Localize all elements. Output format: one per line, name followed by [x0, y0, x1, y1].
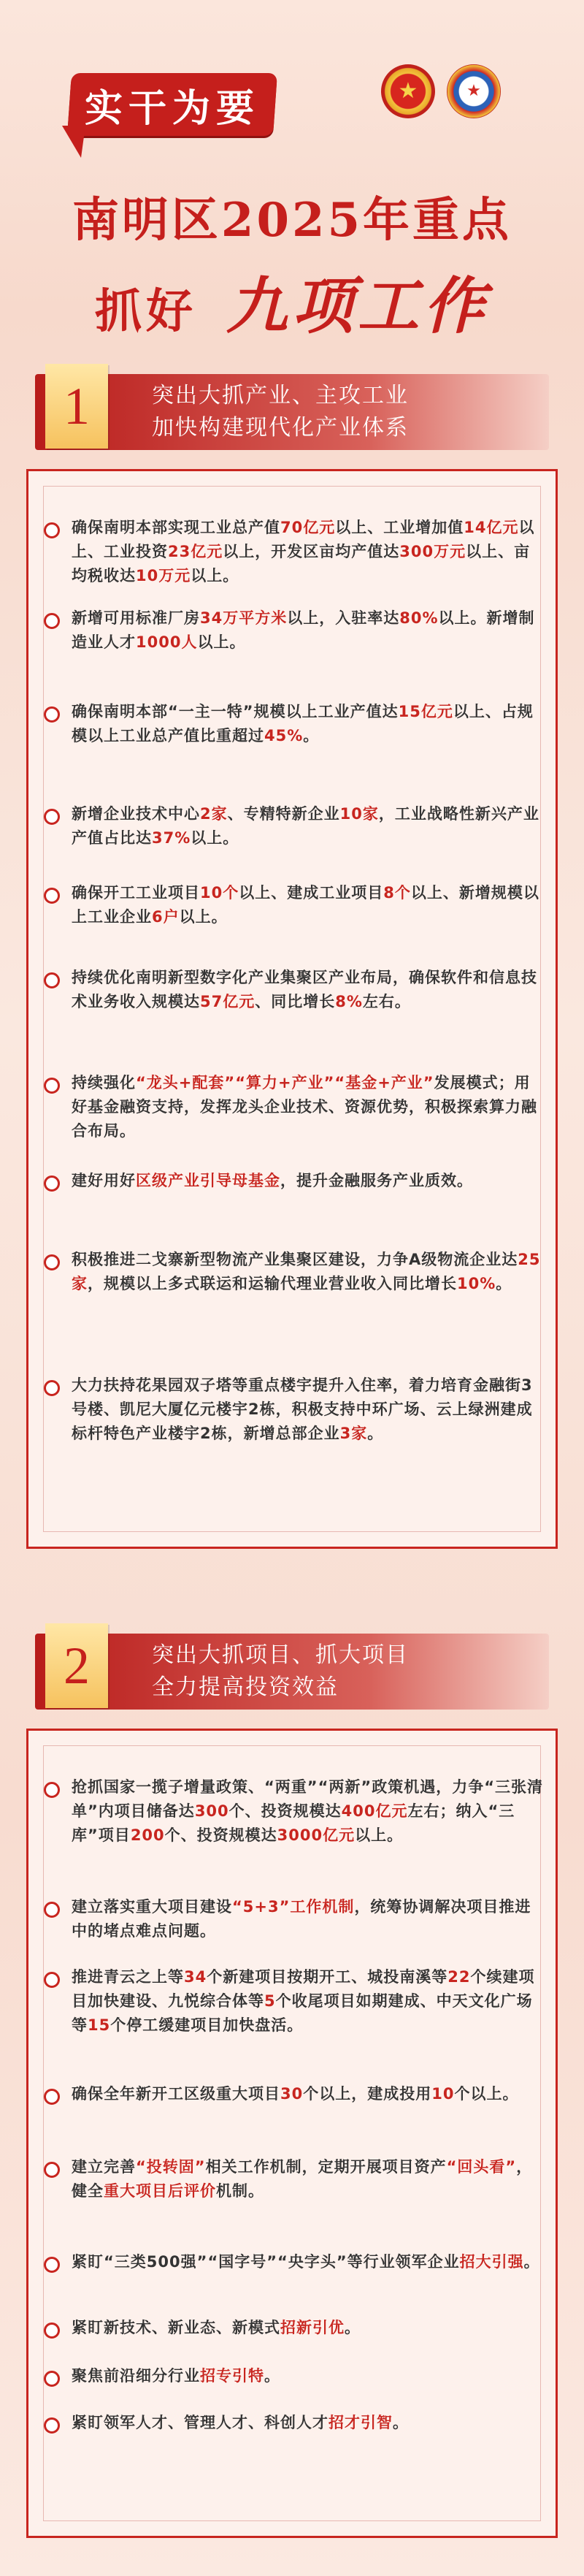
item-text: ，统筹协调解决项目推进中的堵点难点问题。 — [72, 1898, 531, 1940]
highlight-text: 14亿元 — [464, 519, 519, 536]
item-text: 以上、建成工业项目 — [239, 884, 384, 902]
highlight-text: 80% — [399, 609, 439, 627]
highlight-text: 23亿元 — [168, 543, 223, 560]
item-text: ，健全 — [72, 2158, 533, 2200]
circle-bullet-icon — [44, 706, 60, 723]
item-text: 确保南明本部“一主一特”规模以上工业产值达 — [72, 703, 399, 720]
highlight-text: 区级产业引导母基金 — [136, 1172, 280, 1189]
section-title-line: 突出大抓项目、抓大项目 — [152, 1642, 409, 1668]
list-item — [72, 1373, 546, 1446]
highlight-text: 招新引优 — [280, 2319, 345, 2336]
section-number: 1 — [64, 376, 90, 435]
circle-bullet-icon — [44, 809, 60, 825]
item-text: 。 — [367, 1425, 384, 1442]
item-text: 确保全年新开工区级重大项目 — [72, 2085, 280, 2103]
item-text: 推进青云之上等 — [72, 1968, 184, 1986]
item-text: 相关工作机制，定期开展项目资产 — [205, 2158, 447, 2176]
list-item — [72, 1071, 546, 1143]
circle-bullet-icon — [44, 1175, 60, 1192]
item-text: 抢抓国家一揽子增量政策、“两重”“两新”政策机遇，力争“三张清单”内项目储备达 — [72, 1778, 544, 1820]
item-text: 个收尾项目如期建成、中天文化广场等 — [72, 1992, 533, 2034]
item-text: 个以上。 — [454, 2085, 519, 2103]
item-text: 建立落实重大项目建设 — [72, 1898, 232, 1916]
highlight-text: 10% — [457, 1275, 496, 1292]
circle-bullet-icon — [44, 522, 60, 538]
item-text: 以上。 — [179, 908, 228, 926]
item-text: 、同比增长 — [255, 993, 336, 1010]
highlight-text: 招大引强 — [459, 2253, 524, 2271]
subtitle-emphasis: 九项工作 — [226, 270, 489, 342]
item-text: 建好用好 — [72, 1172, 136, 1189]
item-text: 新增企业技术中心 — [72, 805, 200, 823]
item-text: 确保开工工业项目 — [72, 884, 200, 902]
slogan-text: 实干为要 — [84, 85, 260, 131]
highlight-text: 34万平方米 — [200, 609, 288, 627]
highlight-text: 300万元 — [399, 543, 466, 560]
item-text: 。 — [496, 1275, 512, 1292]
item-text: 以上、工业投资 — [72, 519, 535, 560]
circle-bullet-icon — [44, 1972, 60, 1988]
highlight-text: 3000亿元 — [277, 1826, 356, 1844]
section-title — [152, 374, 409, 450]
item-text: 、专精特新企业 — [227, 805, 340, 823]
subtitle-prefix: 抓好 — [94, 284, 197, 339]
highlight-text: 15 — [88, 2016, 111, 2034]
section-number-badge — [45, 364, 108, 449]
highlight-text: 5 — [264, 1992, 276, 2010]
item-text: 。 — [523, 2253, 540, 2271]
highlight-text: 2家 — [200, 805, 228, 823]
item-text: 以上，开发区亩均产值达 — [223, 543, 400, 560]
item-text: 新增可用标准厂房 — [72, 609, 200, 627]
section-title — [152, 1634, 409, 1710]
circle-bullet-icon — [44, 1078, 60, 1094]
highlight-text: 15亿元 — [398, 703, 453, 720]
section-title-line: 全力提高投资效益 — [152, 1674, 339, 1700]
item-text: 个停工缓建项目加快盘活。 — [110, 2016, 304, 2034]
item-text: 。 — [303, 727, 320, 744]
item-text: ，提升金融服务产业质效。 — [280, 1172, 473, 1189]
highlight-text: 招专引特 — [200, 2367, 264, 2385]
item-text: 以上。新增制造业人才 — [72, 609, 535, 651]
section-title-line: 突出大抓产业、主攻工业 — [152, 383, 409, 408]
list-item — [72, 516, 546, 588]
circle-bullet-icon — [44, 2371, 60, 2387]
highlight-text: 37% — [152, 829, 191, 847]
highlight-text: “投转固” — [136, 2158, 206, 2176]
item-text: 紧盯领军人才、管理人才、科创人才 — [72, 2414, 328, 2431]
list-item — [72, 2082, 546, 2106]
highlight-text: 57亿元 — [200, 993, 256, 1010]
item-text: 。 — [264, 2367, 280, 2385]
circle-bullet-icon — [44, 1380, 60, 1396]
circle-bullet-icon — [44, 2162, 60, 2178]
item-text: 个、投资规模达 — [228, 1802, 342, 1820]
highlight-text: 6户 — [152, 908, 180, 926]
circle-bullet-icon — [44, 613, 60, 629]
item-text: 左右；纳入“三库”项目 — [72, 1802, 515, 1844]
item-text: 。 — [393, 2414, 409, 2431]
highlight-text: 重大项目后评价 — [104, 2182, 216, 2200]
highlight-text: 25家 — [72, 1251, 541, 1292]
item-text: 个新建项目按期开工、城投南溪等 — [207, 1968, 448, 1986]
highlight-text: 10个 — [200, 884, 239, 902]
circle-bullet-icon — [44, 888, 60, 904]
highlight-text: 10家 — [339, 805, 379, 823]
item-text: 持续强化 — [72, 1074, 136, 1091]
item-text: 以上。 — [355, 1826, 404, 1844]
item-text: ，规模以上多式联运和运输代理业营业收入同比增长 — [88, 1275, 457, 1292]
highlight-text: 3家 — [339, 1425, 368, 1442]
list-item — [72, 2316, 546, 2340]
list-item — [72, 606, 546, 655]
list-item — [72, 802, 546, 850]
circle-bullet-icon — [44, 2089, 60, 2105]
circle-bullet-icon — [44, 972, 60, 988]
highlight-text: 45% — [264, 727, 304, 744]
list-item — [72, 966, 546, 1014]
highlight-text: 30 — [280, 2085, 304, 2103]
item-text: 以上。 — [197, 633, 246, 651]
item-text: 以上。 — [191, 567, 239, 584]
highlight-text: 300 — [194, 1802, 229, 1820]
section-title-line: 加快构建现代化产业体系 — [152, 415, 409, 441]
item-text: 以上、占规模以上工业总产值比重超过 — [72, 703, 534, 744]
circle-bullet-icon — [44, 1902, 60, 1918]
list-item — [72, 2364, 546, 2388]
item-text: 确保南明本部实现工业总产值 — [72, 519, 280, 536]
item-text: 个续建项目加快建设、九悦综合体等 — [72, 1968, 535, 2010]
highlight-text: 10万元 — [136, 567, 191, 584]
page-title: 南明区2025年重点 — [72, 193, 512, 248]
highlight-text: 22 — [447, 1968, 471, 1986]
page-subtitle — [0, 257, 584, 346]
circle-bullet-icon — [44, 2417, 60, 2434]
highlight-text: 招才引智 — [328, 2414, 393, 2431]
item-text: 持续优化南明新型数字化产业集聚区产业布局，确保软件和信息技术业务收入规模达 — [72, 969, 537, 1010]
section-number: 2 — [64, 1636, 90, 1695]
section-header — [35, 374, 549, 450]
cppcc-emblem-icon: ★ — [447, 64, 501, 118]
national-emblem-icon: ★ — [381, 64, 435, 118]
list-item — [72, 1248, 546, 1296]
item-text: 个以上，建成投用 — [303, 2085, 432, 2103]
list-item — [72, 881, 546, 929]
highlight-text: 10 — [431, 2085, 455, 2103]
list-item — [72, 1965, 546, 2038]
highlight-text: 8个 — [383, 884, 411, 902]
highlight-text: 70亿元 — [280, 519, 336, 536]
section-number-badge — [45, 1623, 108, 1708]
item-text: 紧盯“三类500强”“国字号”“央字头”等行业领军企业 — [72, 2253, 460, 2271]
item-text: 积极推进二戈寨新型物流产业集聚区建设，力争A级物流企业达 — [72, 1251, 518, 1268]
highlight-text: “5+3”工作机制 — [232, 1898, 355, 1916]
item-text: 以上。 — [191, 829, 239, 847]
highlight-text: 200 — [130, 1826, 165, 1844]
item-text: 个、投资规模达 — [164, 1826, 277, 1844]
item-text: 以上、新增规模以上工业企业 — [72, 884, 539, 926]
circle-bullet-icon — [44, 1254, 60, 1270]
item-text: 发展模式；用好基金融资支持，发挥龙头企业技术、资源优势，积极探索算力融合布局。 — [72, 1074, 537, 1140]
item-text: 以上、亩均税收达 — [72, 543, 531, 584]
circle-bullet-icon — [44, 1782, 60, 1798]
list-item — [72, 2411, 546, 2435]
circle-bullet-icon — [44, 2257, 60, 2273]
item-text: 以上、工业增加值 — [335, 519, 464, 536]
highlight-text: 8% — [335, 993, 363, 1010]
section-header — [35, 1634, 549, 1710]
item-text: 大力扶持花果园双子塔等重点楼宇提升入住率，着力培育金融街3号楼、凯尼大厦亿元楼宇2栋，积极支持中环广场、云上绿洲建成标杆特色产业楼宇2栋，新增总部企业 — [72, 1376, 533, 1442]
item-text: 机制。 — [216, 2182, 264, 2200]
list-item — [72, 700, 546, 748]
highlight-text: 400亿元 — [341, 1802, 408, 1820]
header — [0, 0, 584, 365]
list-item — [72, 1895, 546, 1943]
highlight-text: “回头看” — [446, 2158, 517, 2176]
item-text: 以上，入驻率达 — [287, 609, 400, 627]
highlight-text: “龙头+配套”“算力+产业”“基金+产业” — [136, 1074, 434, 1091]
highlight-text: 1000人 — [136, 633, 198, 651]
item-text: 左右。 — [362, 993, 411, 1010]
list-item — [72, 2250, 546, 2274]
list-item — [72, 1775, 546, 1848]
circle-bullet-icon — [44, 2322, 60, 2339]
item-text: ，工业战略性新兴产业产值占比达 — [72, 805, 539, 847]
list-item — [72, 2155, 546, 2203]
list-item — [72, 1169, 546, 1193]
item-text: 聚焦前沿细分行业 — [72, 2367, 200, 2385]
item-text: 建立完善 — [72, 2158, 136, 2176]
highlight-text: 34 — [184, 1968, 207, 1986]
card-inner-border — [43, 1745, 544, 2521]
item-text: 。 — [345, 2319, 361, 2336]
item-text: 紧盯新技术、新业态、新模式 — [72, 2319, 280, 2336]
